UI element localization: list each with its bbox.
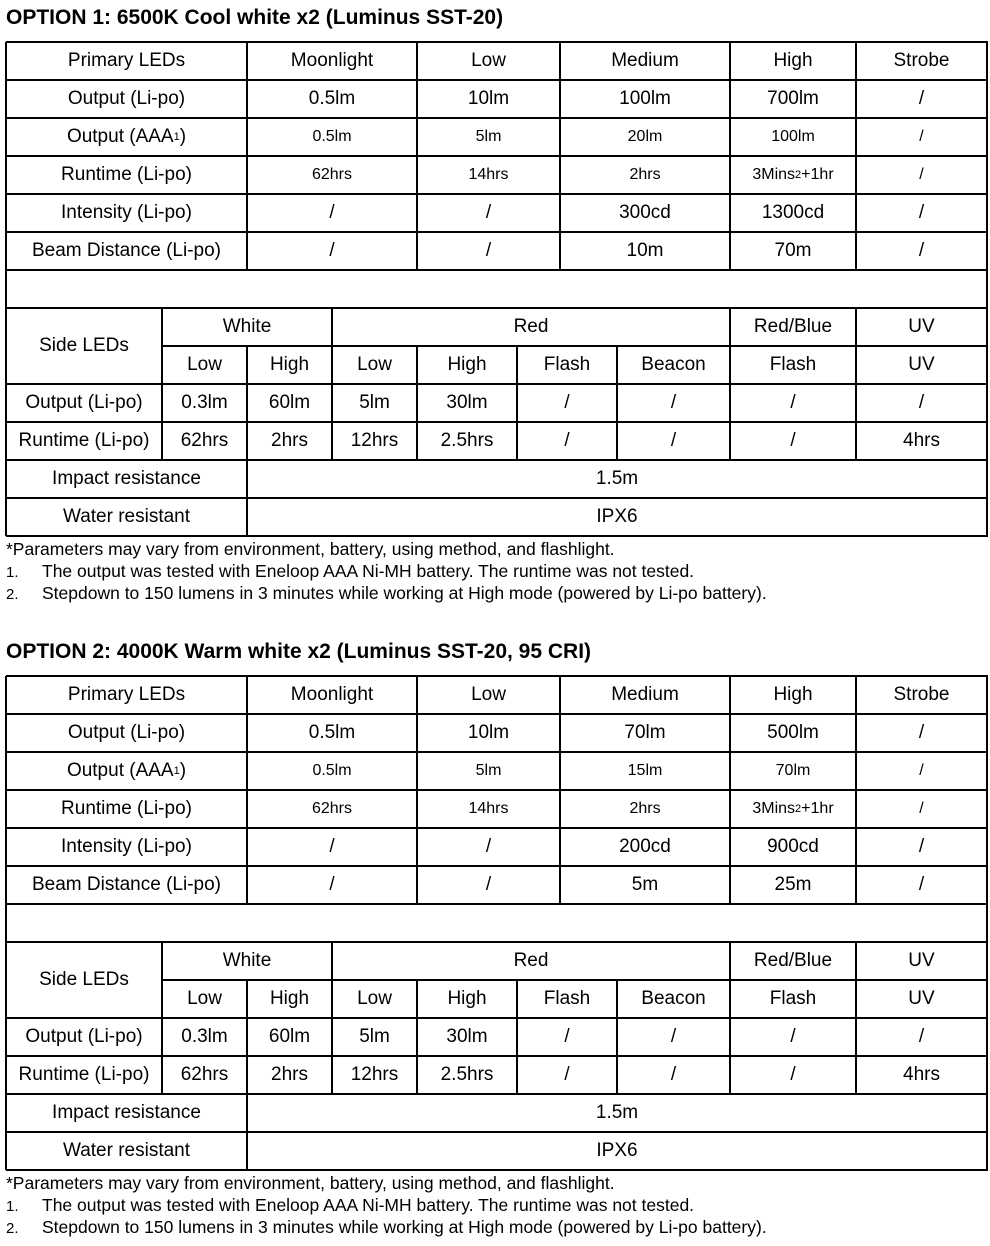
spec-value: /	[918, 88, 925, 109]
primary-leds-label: Primary LEDs	[67, 50, 186, 71]
spec-value: 70lm	[624, 722, 666, 743]
spec-value: 70lm	[775, 762, 811, 779]
table-rule	[161, 942, 163, 980]
side-leds-label: Side LEDs	[39, 335, 129, 356]
spec-value: 5lm	[475, 762, 502, 779]
spec-value: 0.3lm	[181, 392, 228, 413]
row-label: Impact resistance	[52, 468, 201, 489]
table-rule	[6, 1169, 988, 1171]
table-rule	[246, 346, 248, 460]
spec-value: 4hrs	[903, 430, 940, 451]
table-rule	[855, 942, 857, 980]
mode-header: Medium	[611, 684, 679, 705]
table-rule	[246, 1094, 248, 1170]
spec-value: /	[919, 800, 924, 817]
row-label: Runtime (Li-po)	[61, 798, 192, 819]
spec-value: 70m	[774, 240, 812, 261]
table-rule	[331, 346, 333, 460]
table-rule	[246, 42, 248, 270]
table-rule	[6, 193, 988, 195]
table-rule	[6, 497, 988, 499]
led-mode-header: Beacon	[641, 354, 706, 375]
mode-header: Low	[471, 50, 506, 71]
spec-value: 10m	[626, 240, 664, 261]
spec-value: 30lm	[446, 1026, 488, 1047]
table-rule	[6, 751, 988, 753]
led-mode-header: High	[269, 354, 310, 375]
table-rule	[6, 421, 988, 423]
led-mode-header: UV	[908, 354, 935, 375]
spec-value: /	[918, 240, 925, 261]
table-rule	[729, 308, 731, 346]
footnote	[6, 1216, 767, 1240]
spec-value: 25m	[774, 874, 812, 895]
spec-value: 14hrs	[468, 800, 509, 817]
spec-value: 900cd	[767, 836, 819, 857]
spec-value: 2hrs	[271, 430, 308, 451]
footnote-number: 1.	[6, 564, 19, 581]
table-rule	[6, 459, 988, 461]
table-rule	[161, 980, 163, 1094]
led-mode-header: Low	[187, 354, 222, 375]
spec-value: 20lm	[627, 128, 663, 145]
table-rule	[729, 942, 731, 980]
table-rule	[559, 42, 561, 270]
row-label: Output (Li-po)	[25, 1026, 143, 1047]
mode-header: Strobe	[893, 684, 950, 705]
led-mode-header: Low	[357, 354, 392, 375]
led-mode-header: UV	[908, 988, 935, 1009]
table-rule	[729, 42, 731, 270]
spec-value: 100lm	[771, 128, 815, 145]
mode-header: High	[773, 50, 813, 71]
spec-value: 12hrs	[350, 1064, 399, 1085]
table-rule	[6, 535, 988, 537]
spec-value: 3Mins 2 +1hr	[752, 166, 834, 183]
spec-value: /	[329, 202, 335, 223]
spec-value: 62hrs	[180, 1064, 229, 1085]
row-label: Beam Distance (Li-po)	[31, 240, 222, 261]
row-label: Water resistant	[62, 506, 191, 527]
table-rule	[986, 676, 988, 1171]
led-mode-header: Flash	[543, 354, 591, 375]
mode-header: Low	[471, 684, 506, 705]
spec-value: /	[485, 836, 492, 857]
table-rule	[416, 980, 418, 1094]
row-label: Output (Li-po)	[67, 88, 186, 109]
spec-value: /	[670, 1064, 677, 1085]
primary-leds-label: Primary LEDs	[67, 684, 186, 705]
row-label: Intensity (Li-po)	[61, 202, 192, 223]
table-rule	[516, 980, 518, 1094]
spec-value: 5lm	[475, 128, 502, 145]
table-rule	[246, 980, 248, 1094]
footnote-text: The output was tested with Eneloop AAA Ni-MH battery. The runtime was not tested.	[42, 561, 695, 581]
spec-value: 700lm	[767, 88, 819, 109]
led-mode-header: Flash	[769, 988, 817, 1009]
spec-value: 62hrs	[180, 430, 229, 451]
footnote	[6, 582, 767, 606]
led-group-header: White	[222, 316, 272, 337]
led-mode-header: Low	[187, 988, 222, 1009]
spec-value: /	[564, 1064, 570, 1085]
table-rule	[616, 980, 618, 1094]
option-title: OPTION 1: 6500K Cool white x2 (Luminus SST-20)	[6, 6, 504, 29]
spec-value: /	[564, 392, 570, 413]
table-rule	[855, 676, 857, 904]
led-mode-header: High	[447, 988, 487, 1009]
table-rule	[6, 117, 988, 119]
row-label: Runtime (Li-po)	[18, 430, 150, 451]
footnote-text: Stepdown to 150 lumens in 3 minutes while working at High mode (powered by Li-po battery).	[42, 1217, 767, 1237]
spec-value: /	[918, 1026, 925, 1047]
spec-value: /	[670, 392, 677, 413]
spec-value: 0.5lm	[312, 128, 352, 145]
spec-value: 2.5hrs	[440, 1064, 494, 1085]
spec-value: /	[918, 836, 925, 857]
table-rule	[855, 980, 857, 1094]
table-rule	[161, 308, 163, 346]
spec-value: 5lm	[359, 1026, 390, 1047]
table-rule	[162, 979, 988, 981]
spec-value: 500lm	[767, 722, 819, 743]
table-rule	[616, 346, 618, 460]
row-label: Intensity (Li-po)	[61, 836, 192, 857]
mode-header: Medium	[611, 50, 679, 71]
table-rule	[6, 307, 988, 309]
spec-value: /	[790, 1026, 796, 1047]
table-rule	[516, 346, 518, 460]
spec-value: 60lm	[268, 392, 311, 413]
led-group-header: UV	[908, 950, 935, 971]
option-title: OPTION 2: 4000K Warm white x2 (Luminus SST-20, 95 CRI)	[6, 640, 592, 663]
table-rule	[6, 79, 988, 81]
table-rule	[6, 865, 988, 867]
spec-value: 2hrs	[629, 166, 661, 183]
table-rule	[559, 676, 561, 904]
spec-value: 300cd	[619, 202, 671, 223]
led-group-header: White	[222, 950, 272, 971]
table-rule	[6, 1017, 988, 1019]
led-group-header: Red	[513, 316, 549, 337]
table-rule	[6, 1131, 988, 1133]
spec-value: 0.5lm	[308, 88, 356, 109]
table-rule	[5, 42, 7, 536]
table-rule	[729, 980, 731, 1094]
table-rule	[331, 308, 333, 346]
table-rule	[6, 713, 988, 715]
table-rule	[161, 346, 163, 460]
row-label: Output (Li-po)	[25, 392, 143, 413]
table-rule	[986, 42, 988, 537]
parameters-note: *Parameters may vary from environment, battery, using method, and flashlight.	[6, 539, 615, 559]
table-rule	[729, 346, 731, 460]
spec-value: /	[485, 240, 492, 261]
led-mode-header: Flash	[543, 988, 591, 1009]
spec-value: 14hrs	[468, 166, 509, 183]
table-rule	[6, 155, 988, 157]
table-rule	[246, 460, 248, 536]
led-mode-header: High	[269, 988, 310, 1009]
led-group-header: UV	[908, 316, 935, 337]
spec-value: /	[485, 202, 492, 223]
spec-value: IPX6	[596, 1140, 638, 1161]
row-label: Output (Li-po)	[67, 722, 186, 743]
table-rule	[6, 1055, 988, 1057]
led-mode-header: Beacon	[641, 988, 706, 1009]
row-label: Impact resistance	[52, 1102, 201, 1123]
mode-header: Moonlight	[290, 50, 374, 71]
row-label: Water resistant	[62, 1140, 191, 1161]
spec-value: /	[918, 202, 925, 223]
led-mode-header: Flash	[769, 354, 817, 375]
row-label: Output (AAA 1 )	[66, 126, 187, 147]
spec-value: /	[564, 1026, 570, 1047]
spec-value: /	[919, 762, 924, 779]
spec-value: 1.5m	[595, 1102, 639, 1123]
row-label: Runtime (Li-po)	[18, 1064, 150, 1085]
table-rule	[6, 903, 988, 905]
footnote	[6, 560, 694, 584]
table-rule	[855, 42, 857, 270]
spec-value: 3Mins 2 +1hr	[752, 800, 834, 817]
table-rule	[331, 942, 333, 980]
spec-value: 0.5lm	[312, 762, 352, 779]
led-mode-header: High	[447, 354, 487, 375]
row-label: Beam Distance (Li-po)	[31, 874, 222, 895]
spec-value: 62hrs	[311, 166, 353, 183]
spec-value: 100lm	[619, 88, 671, 109]
spec-value: /	[918, 874, 925, 895]
spec-value: 62hrs	[311, 800, 353, 817]
spec-value: /	[790, 430, 796, 451]
footnote-number: 1.	[6, 1198, 19, 1215]
spec-value: /	[918, 392, 925, 413]
spec-value: /	[918, 722, 925, 743]
side-leds-label: Side LEDs	[39, 969, 129, 990]
spec-value: /	[670, 430, 677, 451]
spec-value: /	[329, 836, 335, 857]
mode-header: Strobe	[893, 50, 950, 71]
table-rule	[416, 346, 418, 460]
spec-value: /	[670, 1026, 677, 1047]
spec-value: /	[329, 240, 335, 261]
table-rule	[6, 41, 988, 43]
led-mode-header: Low	[357, 988, 392, 1009]
spec-value: /	[919, 128, 924, 145]
led-group-header: Red/Blue	[753, 316, 833, 337]
footnote-text: The output was tested with Eneloop AAA Ni-MH battery. The runtime was not tested.	[42, 1195, 695, 1215]
spec-value: 30lm	[446, 392, 488, 413]
led-group-header: Red/Blue	[753, 950, 833, 971]
mode-header: Moonlight	[290, 684, 374, 705]
spec-value: /	[790, 392, 796, 413]
parameters-note: *Parameters may vary from environment, battery, using method, and flashlight.	[6, 1173, 615, 1193]
table-rule	[855, 346, 857, 460]
footnote-number: 2.	[6, 1220, 19, 1237]
spec-value: 10lm	[467, 722, 510, 743]
table-rule	[416, 676, 418, 904]
led-group-header: Red	[513, 950, 549, 971]
table-rule	[5, 676, 7, 1170]
table-rule	[855, 308, 857, 346]
spec-value: 1.5m	[595, 468, 639, 489]
row-label: Runtime (Li-po)	[61, 164, 192, 185]
table-rule	[6, 827, 988, 829]
spec-value: /	[485, 874, 492, 895]
spec-value: 12hrs	[350, 430, 399, 451]
table-rule	[6, 1093, 988, 1095]
table-rule	[6, 269, 988, 271]
table-rule	[6, 675, 988, 677]
table-rule	[6, 383, 988, 385]
spec-value: 0.3lm	[181, 1026, 228, 1047]
footnote-number: 2.	[6, 586, 19, 603]
table-rule	[162, 345, 988, 347]
mode-header: High	[773, 684, 813, 705]
spec-value: 2.5hrs	[440, 430, 494, 451]
footnote-text: Stepdown to 150 lumens in 3 minutes while working at High mode (powered by Li-po battery).	[42, 583, 767, 603]
spec-value: 60lm	[268, 1026, 311, 1047]
table-rule	[416, 42, 418, 270]
row-label: Output (AAA 1 )	[66, 760, 187, 781]
spec-value: 0.5lm	[308, 722, 356, 743]
spec-value: 15lm	[627, 762, 663, 779]
spec-value: /	[790, 1064, 796, 1085]
table-rule	[331, 980, 333, 1094]
spec-value: 5m	[631, 874, 659, 895]
spec-value: 2hrs	[629, 800, 661, 817]
spec-value: 10lm	[467, 88, 510, 109]
table-rule	[6, 231, 988, 233]
spec-value: /	[329, 874, 335, 895]
spec-value: IPX6	[596, 506, 638, 527]
spec-value: 1300cd	[761, 202, 825, 223]
table-rule	[729, 676, 731, 904]
table-rule	[246, 676, 248, 904]
footnote	[6, 1194, 694, 1218]
table-rule	[6, 941, 988, 943]
spec-value: 5lm	[359, 392, 390, 413]
spec-value: /	[919, 166, 924, 183]
spec-value: 4hrs	[903, 1064, 940, 1085]
spec-value: 200cd	[619, 836, 671, 857]
spec-value: /	[564, 430, 570, 451]
table-rule	[6, 789, 988, 791]
spec-value: 2hrs	[271, 1064, 308, 1085]
